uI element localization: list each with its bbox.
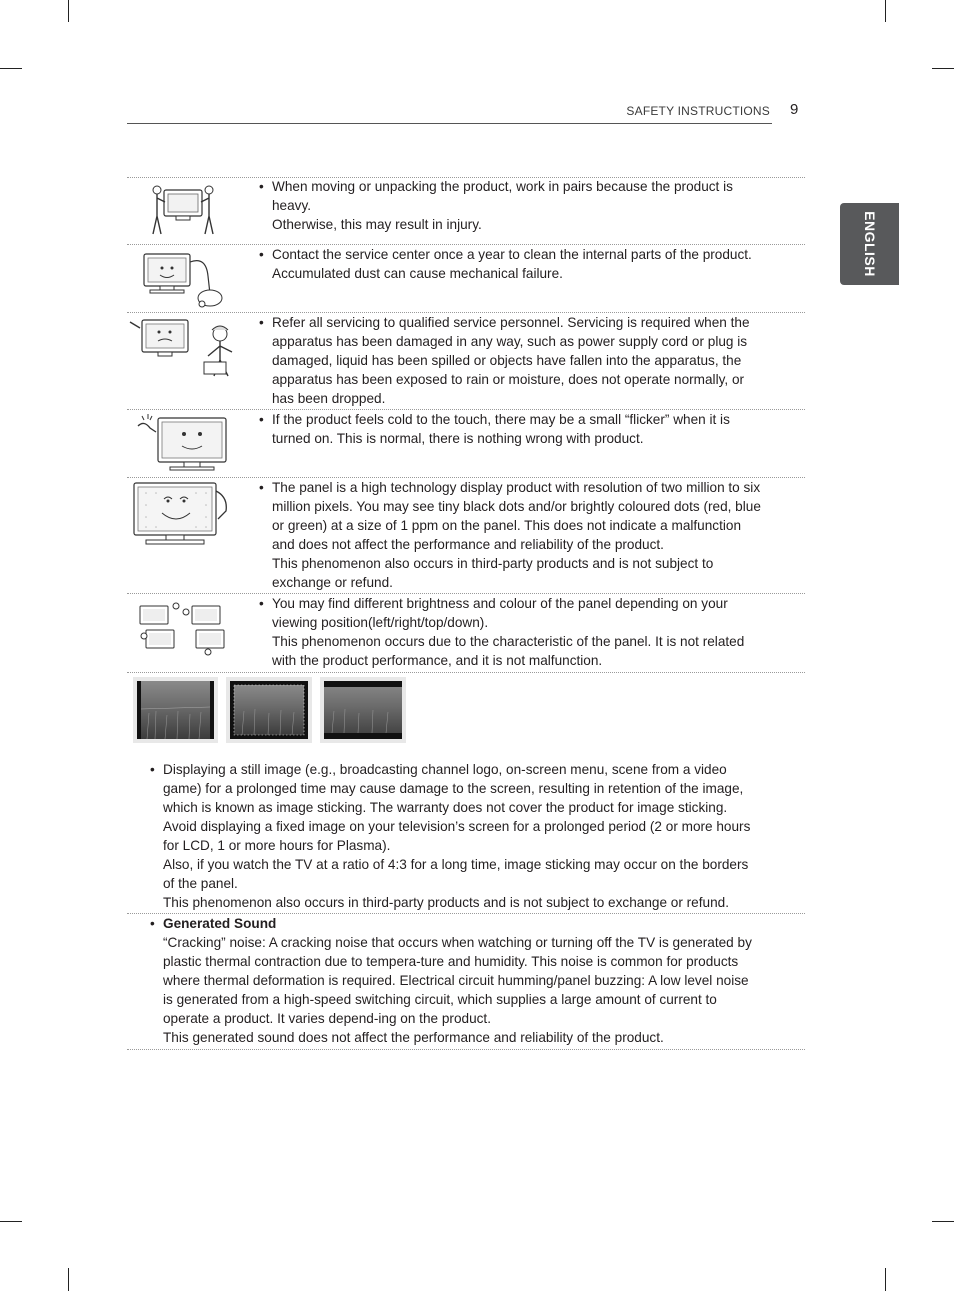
crop-mark (0, 68, 22, 69)
list-item: • Refer all servicing to qualified service personnel. Servicing is required when the apparatus has been damaged in any way, such as power supply cord or plug is damaged, liquid has been spilled or objects have fallen into the apparatus, the apparatus has been exposed to rain or moisture, does not operate normally, or has been dropped. (259, 315, 750, 406)
header-rule (127, 123, 772, 124)
two-people-carrying-tv-icon (148, 182, 218, 238)
tv-cold-touch-icon (134, 414, 230, 474)
crop-mark (885, 1268, 886, 1291)
divider (127, 1049, 805, 1050)
tv-service-technician-icon (128, 316, 238, 382)
list-item: • If the product feels cold to the touch, there may be a small “flicker” when it is turned on. This is normal, there is nothing wrong with product. (259, 412, 730, 446)
image-sticking-item: • Displaying a still image (e.g., broadcasting channel logo, on-screen menu, scene from a video game) for a prolonged time may cause damage to the screen, resulting in retention of the image, which is known as image sticking. The warranty does not cover the product for image sticking. Avoid displaying a fixed image on your television’s screen for a prolonged period (2 or more hours for LCD, 1 or more hours for Plasma). Also, if you watch the TV at a ratio of 4:3 for a long time, image sticking may occur on the borders of the panel. This phenomenon also occurs in third-party products and is not subject to exchange or refund. (150, 762, 751, 910)
image-sticking-photo-right (320, 677, 406, 743)
generated-sound-heading: Generated Sound (163, 916, 277, 931)
tv-viewing-angles-icon (136, 600, 228, 656)
tv-vacuum-cleaner-icon (136, 248, 228, 310)
list-item: • You may find different brightness and colour of the panel depending on your viewing position(left/right/top/down). This phenomenon occurs due to the characteristic of the panel. It is not related with the product performance, and it is not malfunction. (259, 596, 745, 668)
crop-mark (885, 0, 886, 22)
crop-mark (68, 1268, 69, 1291)
crop-mark (68, 0, 69, 22)
crop-mark (932, 1221, 954, 1222)
language-tab (840, 203, 899, 285)
generated-sound-item: • Generated Sound “Cracking” noise: A cracking noise that occurs when watching or turning off the TV is generated by plastic thermal contraction due to tempera-ture and humidity. This noise is common for products where thermal deformation is required. Electrical circuit humming/panel buzzing: A low level noise is generated from a high-speed switching circuit, which supplies a large amount of current to operate a product. It varies depend-ing on the product. This generated sound does not affect the performance and reliability of the product. (150, 916, 752, 1045)
tv-panel-pixels-icon (132, 481, 232, 547)
list-item: • The panel is a high technology display product with resolution of two million to six million pixels. You may see tiny black dots and/or brightly coloured dots (red, blue or green) at a size of 1 ppm on the panel. This does not indicate a malfunction and does not affect the performance and reliability of the product. This phenomenon also occurs in third-party products and is not subject to exchange or refund. (259, 480, 761, 590)
divider (127, 672, 805, 673)
crop-mark (932, 68, 954, 69)
list-item: • When moving or unpacking the product, work in pairs because the product is heavy. Otherwise, this may result in injury. (259, 179, 733, 232)
crop-mark (0, 1221, 22, 1222)
page-number: 9 (790, 101, 799, 118)
section-title: SAFETY INSTRUCTIONS (626, 104, 770, 118)
list-item: • Contact the service center once a year to clean the internal parts of the product. Accumulated dust can cause mechanical failure. (259, 247, 752, 281)
image-sticking-photo-center (226, 677, 312, 743)
image-sticking-photo-left (133, 677, 218, 743)
language-tab-label: ENGLISH (861, 211, 878, 277)
